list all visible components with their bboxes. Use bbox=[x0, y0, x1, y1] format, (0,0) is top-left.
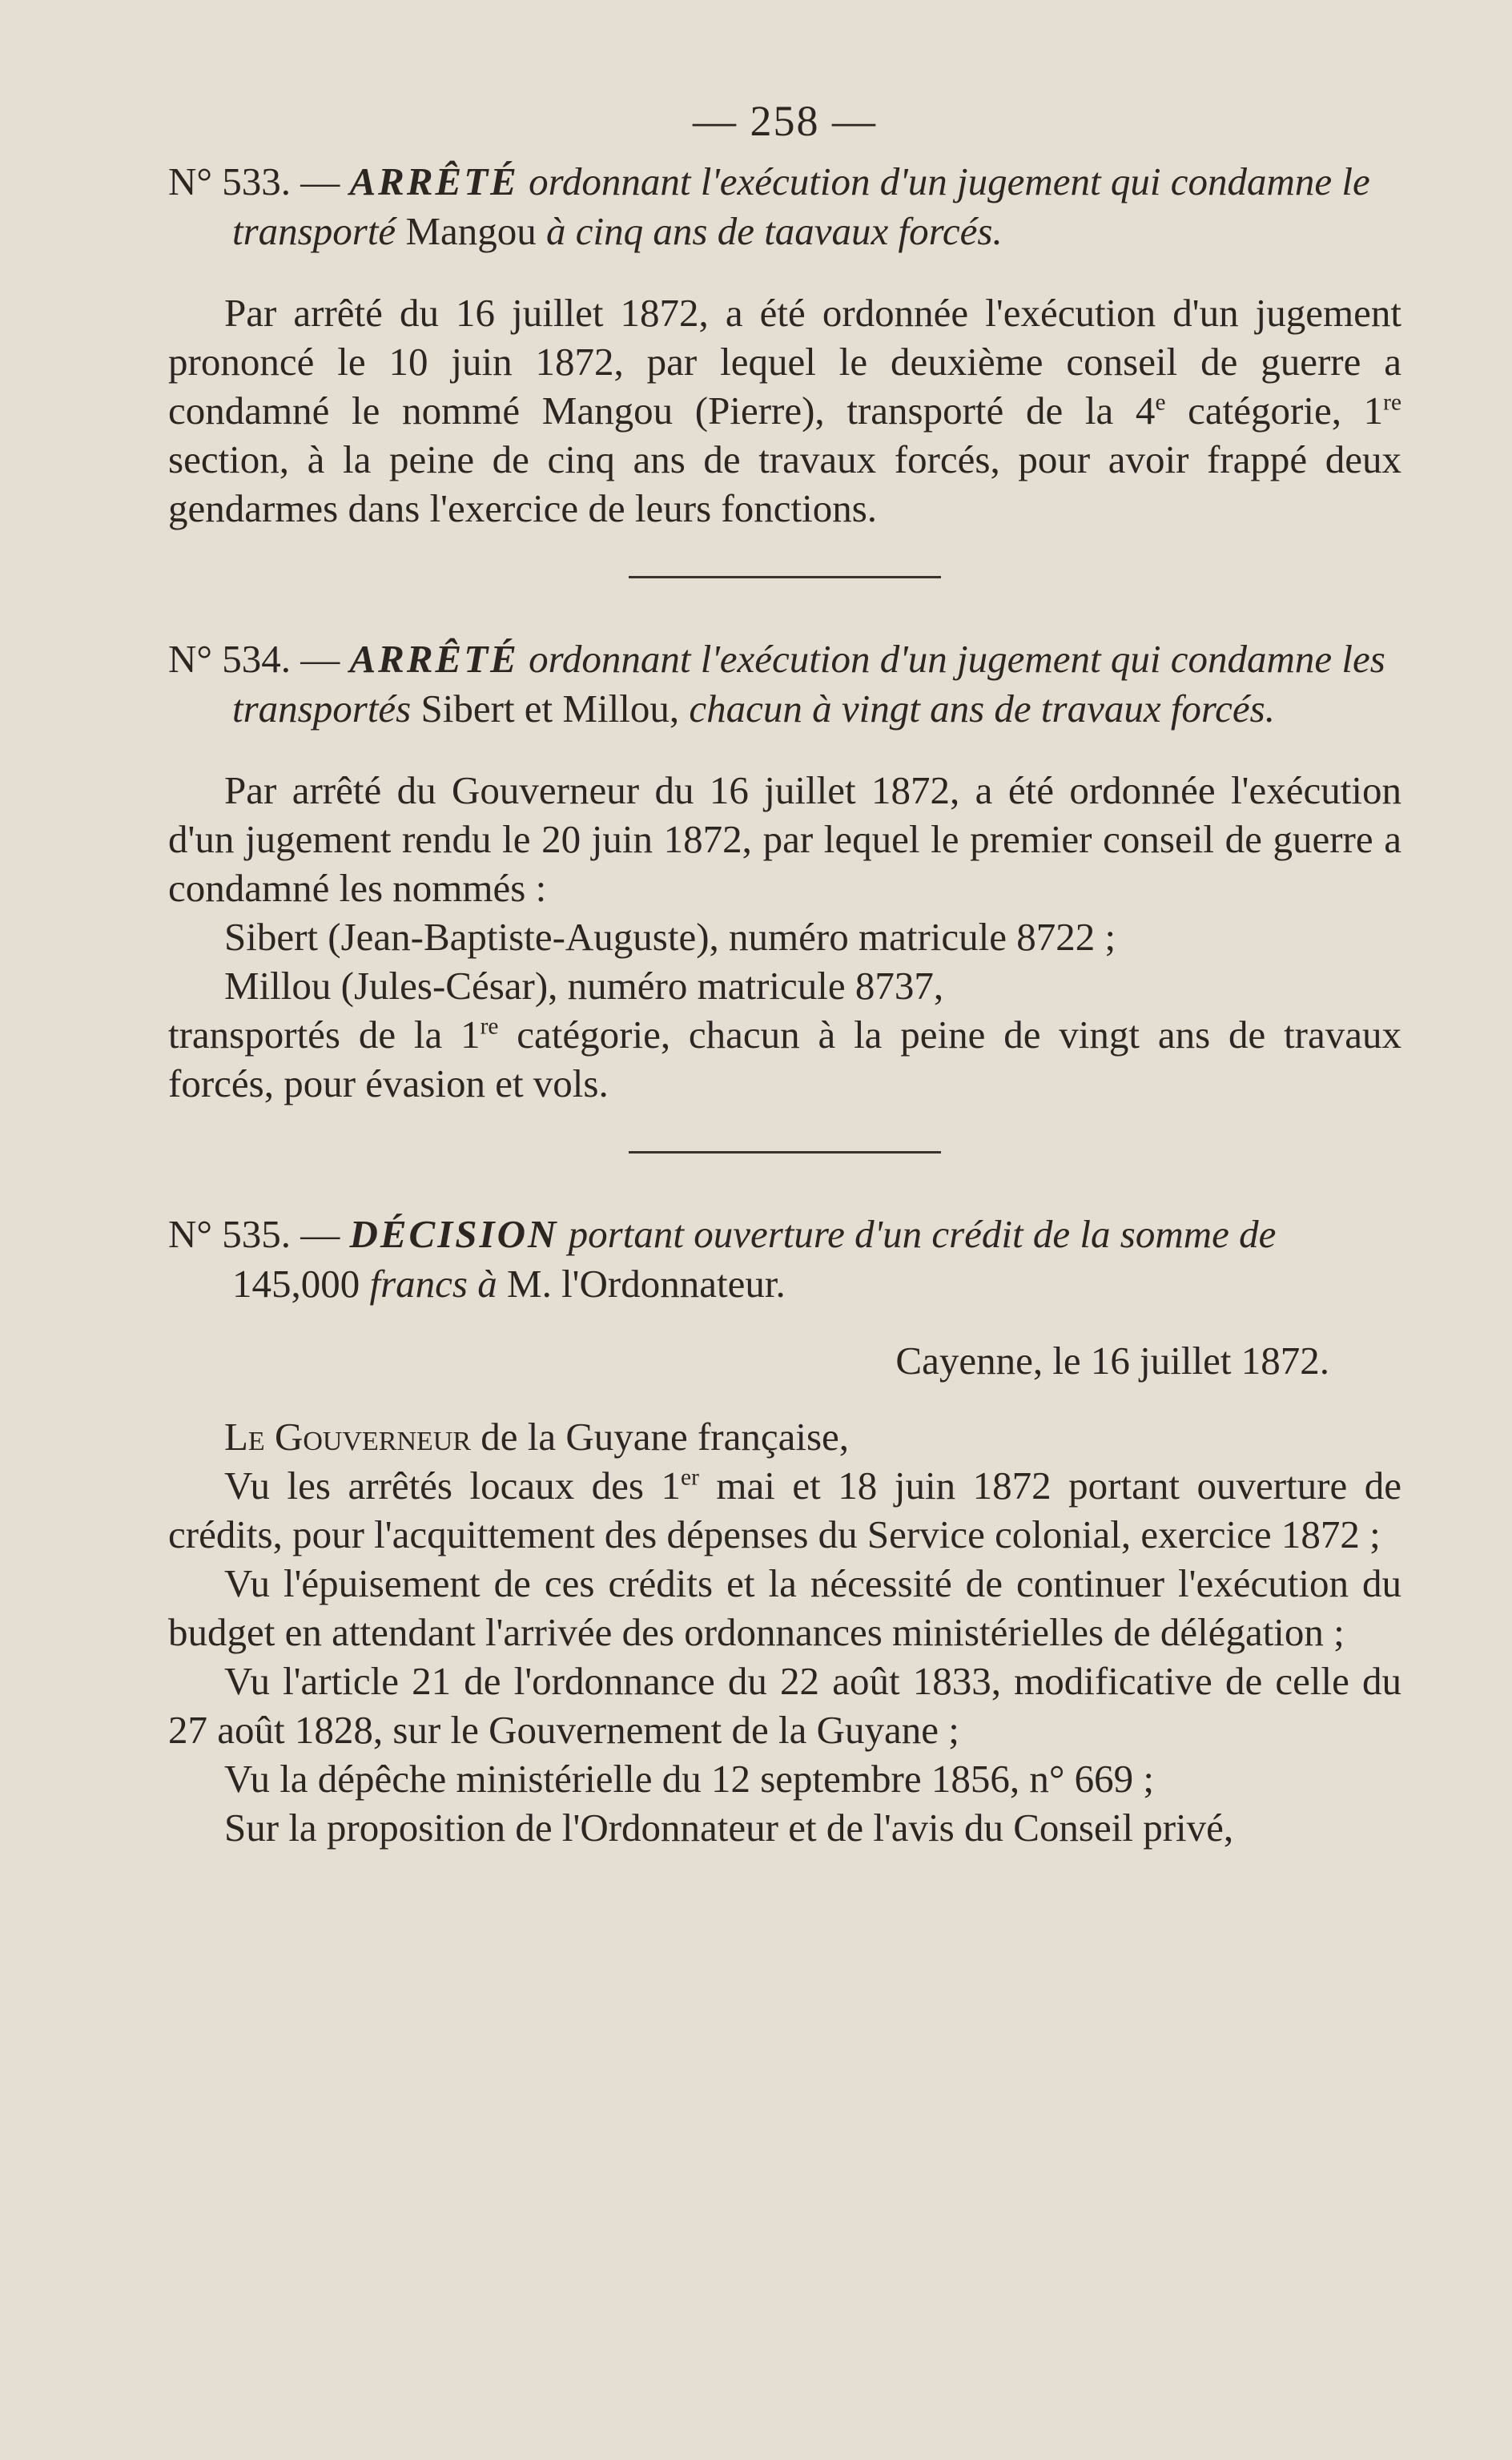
considerant-1-b: mai et 18 juin 1872 portant ouverture de crédits, pour l'acquittement des dépenses du Service colonial, exercice 1872 ; bbox=[168, 1464, 1401, 1556]
entry-533-heading bbox=[168, 157, 1401, 256]
considerant-1-sup: er bbox=[681, 1464, 699, 1491]
entry-534-kind: ARRÊTÉ bbox=[349, 637, 519, 681]
entry-534-title-a: ordonnant l'exécution d'un jugement qui condamne les transportés bbox=[232, 637, 1385, 731]
entry-534-convict-2: Millou (Jules-César), numéro matricule 8737, bbox=[224, 964, 944, 1008]
governor-title: Le Gouverneur bbox=[224, 1415, 471, 1459]
place-date: Cayenne, le 16 juillet 1872. bbox=[895, 1339, 1329, 1383]
section-divider bbox=[629, 576, 941, 578]
entry-535-title-b: francs à bbox=[369, 1262, 497, 1306]
entry-534-sentence bbox=[168, 1010, 1401, 1108]
entry-535-title-c: M. l'Ordonnateur. bbox=[507, 1262, 786, 1306]
entry-533-body-text: Par arrêté du 16 juillet 1872, a été ordonnée l'exécution d'un jugement prononcé le 10 juin 1872, par lequel le deuxième conseil de guerre a condamné le nommé Mangou (Pierre), transporté de la 4 bbox=[168, 291, 1401, 433]
entry-534-number: N° 534. — bbox=[168, 637, 340, 681]
section-divider bbox=[629, 1151, 941, 1154]
entry-533-body bbox=[168, 288, 1401, 533]
considerant-4: Vu la dépêche ministérielle du 12 septembre 1856, n° 669 ; bbox=[224, 1757, 1155, 1801]
entry-534-title-b: chacun à vingt ans de travaux forcés. bbox=[689, 686, 1275, 731]
considerant-1-a: Vu les arrêtés locaux des 1 bbox=[224, 1464, 682, 1508]
entry-533-sup-1: e bbox=[1155, 389, 1166, 416]
entry-534-body: Par arrêté du Gouverneur du 16 juillet 1872, a été ordonnée l'exécution d'un jugement rendu le 20 juin 1872, par lequel le premier conseil de guerre a condamné les nommés : bbox=[168, 768, 1401, 910]
considerant-5: Sur la proposition de l'Ordonnateur et de l'avis du Conseil privé, bbox=[224, 1806, 1234, 1850]
entry-535-kind: DÉCISION bbox=[349, 1212, 559, 1256]
considerant-1 bbox=[168, 1461, 1401, 1559]
entry-534-sup: re bbox=[480, 1013, 499, 1040]
considerant-2: Vu l'épuisement de ces crédits et la nécessité de continuer l'exécution du budget en attendant l'arrivée des ordonnances ministérielles de délégation ; bbox=[168, 1561, 1401, 1654]
page-number: — 258 — bbox=[693, 97, 877, 145]
entry-535-title-a: portant ouverture d'un crédit de la somme de bbox=[568, 1212, 1277, 1256]
governor-line bbox=[168, 1412, 1401, 1461]
entry-533-sup-2: re bbox=[1383, 389, 1401, 416]
entry-534-sentence-a: transportés de la 1 bbox=[168, 1013, 481, 1057]
entry-534 bbox=[168, 634, 1401, 1108]
entry-534-sentence-b: catégorie, chacun à la peine de vingt ans de travaux forcés, pour évasion et vols. bbox=[168, 1013, 1401, 1105]
considerant-3: Vu l'article 21 de l'ordonnance du 22 août 1833, modificative de celle du 27 août 1828, sur le Gouvernement de la Guyane ; bbox=[168, 1659, 1401, 1752]
entry-535-number: N° 535. — bbox=[168, 1212, 340, 1256]
entry-533-number: N° 533. — bbox=[168, 159, 340, 203]
entry-534-heading bbox=[168, 634, 1401, 734]
entry-533 bbox=[168, 157, 1401, 533]
entry-535-title-name: 145,000 bbox=[232, 1262, 360, 1306]
entry-534-convict-1: Sibert (Jean-Baptiste-Auguste), numéro matricule 8722 ; bbox=[224, 915, 1116, 959]
entry-535-heading bbox=[168, 1210, 1401, 1309]
governor-rest: de la Guyane française, bbox=[471, 1415, 850, 1459]
entry-534-title-name: Sibert et Millou, bbox=[420, 686, 680, 731]
entry-533-body-end: section, à la peine de cinq ans de travaux forcés, pour avoir frappé deux gendarmes dans l'exercice de leurs fonctions. bbox=[168, 437, 1401, 530]
entry-533-body-mid: catégorie, 1 bbox=[1165, 389, 1384, 433]
entry-535 bbox=[168, 1210, 1401, 1852]
entry-533-title-a: ordonnant l'exécution d'un jugement qui condamne le transporté bbox=[232, 159, 1370, 253]
entry-533-kind: ARRÊTÉ bbox=[349, 159, 519, 203]
document-page bbox=[168, 96, 1401, 1852]
entry-533-title-name: Mangou bbox=[405, 209, 537, 253]
entry-533-title-b: à cinq ans de taavaux forcés. bbox=[546, 209, 1003, 253]
